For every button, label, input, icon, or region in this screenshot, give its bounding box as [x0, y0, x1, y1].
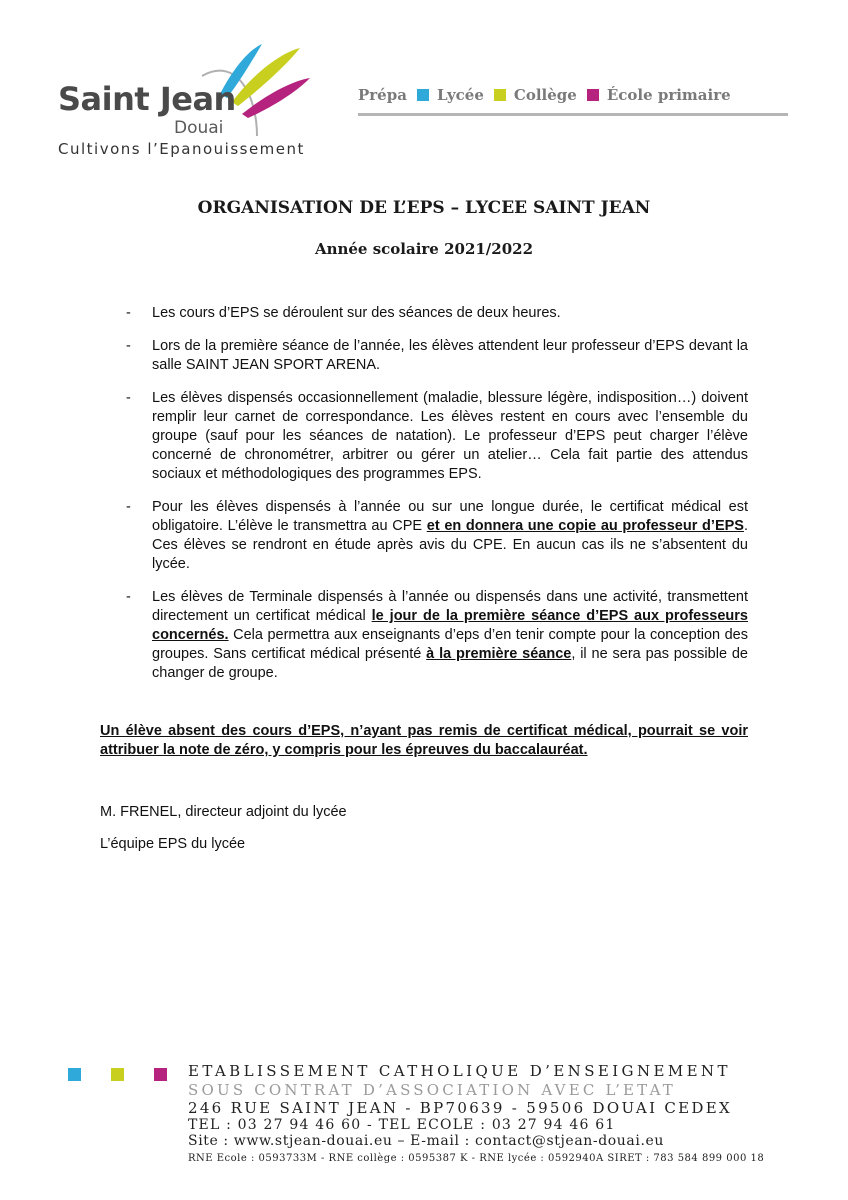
footer-squares	[68, 1068, 197, 1081]
footer-identifiers: RNE Ecole : 0593733M - RNE collège : 0595387 K - RNE lycée : 0592940A SIRET : 783 584 899 000 18	[188, 1153, 765, 1164]
list-item: - Les cours d’EPS se déroulent sur des séances de deux heures.	[124, 304, 748, 323]
emphasis-text: le jour de la première séance d’EPS aux professeurs concernés.	[152, 608, 748, 643]
logo-name: Saint Jean	[58, 80, 236, 118]
logo-city: Douai	[174, 118, 224, 138]
footer-phone: TEL : 03 27 94 46 60 - TEL ECOLE : 03 27 94 46 61	[188, 1117, 616, 1133]
emphasis-text: à la première séance	[426, 646, 572, 662]
school-logo	[52, 36, 322, 166]
footer	[188, 1062, 788, 1164]
emphasis-text: et en donnera une copie au professeur d’EPS	[426, 518, 744, 534]
level-lycee: Lycée	[436, 86, 484, 104]
signature-team: L’équipe EPS du lycée	[100, 836, 246, 852]
list-item: - Les élèves dispensés occasionnellement (maladie, blessure légère, indisposition…) doivent remplir leur carnet de correspondance. Les élèves restent en cours avec l’ensemble du groupe (sauf pour les séances de natation). Le professeur d’EPS peut charger l’élève concerné de chronométrer, arbitrer ou gérer un atelier… Cela fait partie des attendus sociaux et méthodologiques des programmes EPS.	[124, 389, 748, 484]
cyan-square-icon	[68, 1068, 81, 1081]
level-ecole: École primaire	[606, 86, 731, 104]
level-prepa: Prépa	[358, 86, 407, 104]
yellow-square-icon	[111, 1068, 124, 1081]
magenta-square-icon	[587, 89, 599, 101]
footer-contract: SOUS CONTRAT D’ASSOCIATION AVEC L’ETAT	[188, 1081, 676, 1099]
list-item: - Lors de la première séance de l’année, les élèves attendent leur professeur d’EPS devant la salle SAINT JEAN SPORT ARENA.	[124, 337, 748, 375]
logo-tagline: Cultivons l’Epanouissement	[58, 140, 305, 158]
document-title: ORGANISATION DE L’EPS – LYCEE SAINT JEAN	[197, 198, 651, 218]
magenta-square-icon	[154, 1068, 167, 1081]
footer-establishment: ETABLISSEMENT CATHOLIQUE D’ENSEIGNEMENT	[188, 1062, 731, 1080]
yellow-square-icon	[494, 89, 506, 101]
rules-list	[124, 304, 748, 697]
signature-director: M. FRENEL, directeur adjoint du lycée	[100, 804, 347, 820]
header-divider	[358, 113, 788, 116]
footer-web: Site : www.stjean-douai.eu – E-mail : contact@stjean-douai.eu	[188, 1133, 664, 1149]
list-item: - Pour les élèves dispensés à l’année ou sur une longue durée, le certificat médical est obligatoire. L’élève le transmettra au CPE et en donnera une copie au professeur d’EPS. Ces élèves se rendront en étude après avis du CPE. En aucun cas ils ne s’absentent du lycée.	[124, 498, 748, 574]
cyan-square-icon	[417, 89, 429, 101]
school-levels	[358, 84, 731, 106]
level-college: Collège	[513, 86, 577, 104]
list-item: - Les élèves de Terminale dispensés à l’année ou dispensés dans une activité, transmettent directement un certificat médical le jour de la première séance d’EPS aux professeurs concernés. Cela permettra aux enseignants d’eps d’en tenir compte pour la conception des groupes. Sans certificat médical présenté à la première séance, il ne sera pas possible de changer de groupe.	[124, 588, 748, 683]
warning-notice: Un élève absent des cours d’EPS, n’ayant pas remis de certificat médical, pourrait se voir attribuer la note de zéro, y compris pour les épreuves du baccalauréat.	[100, 723, 748, 758]
document-subtitle: Année scolaire 2021/2022	[314, 240, 534, 258]
footer-address: 246 RUE SAINT JEAN - BP70639 - 59506 DOUAI CEDEX	[188, 1099, 732, 1117]
